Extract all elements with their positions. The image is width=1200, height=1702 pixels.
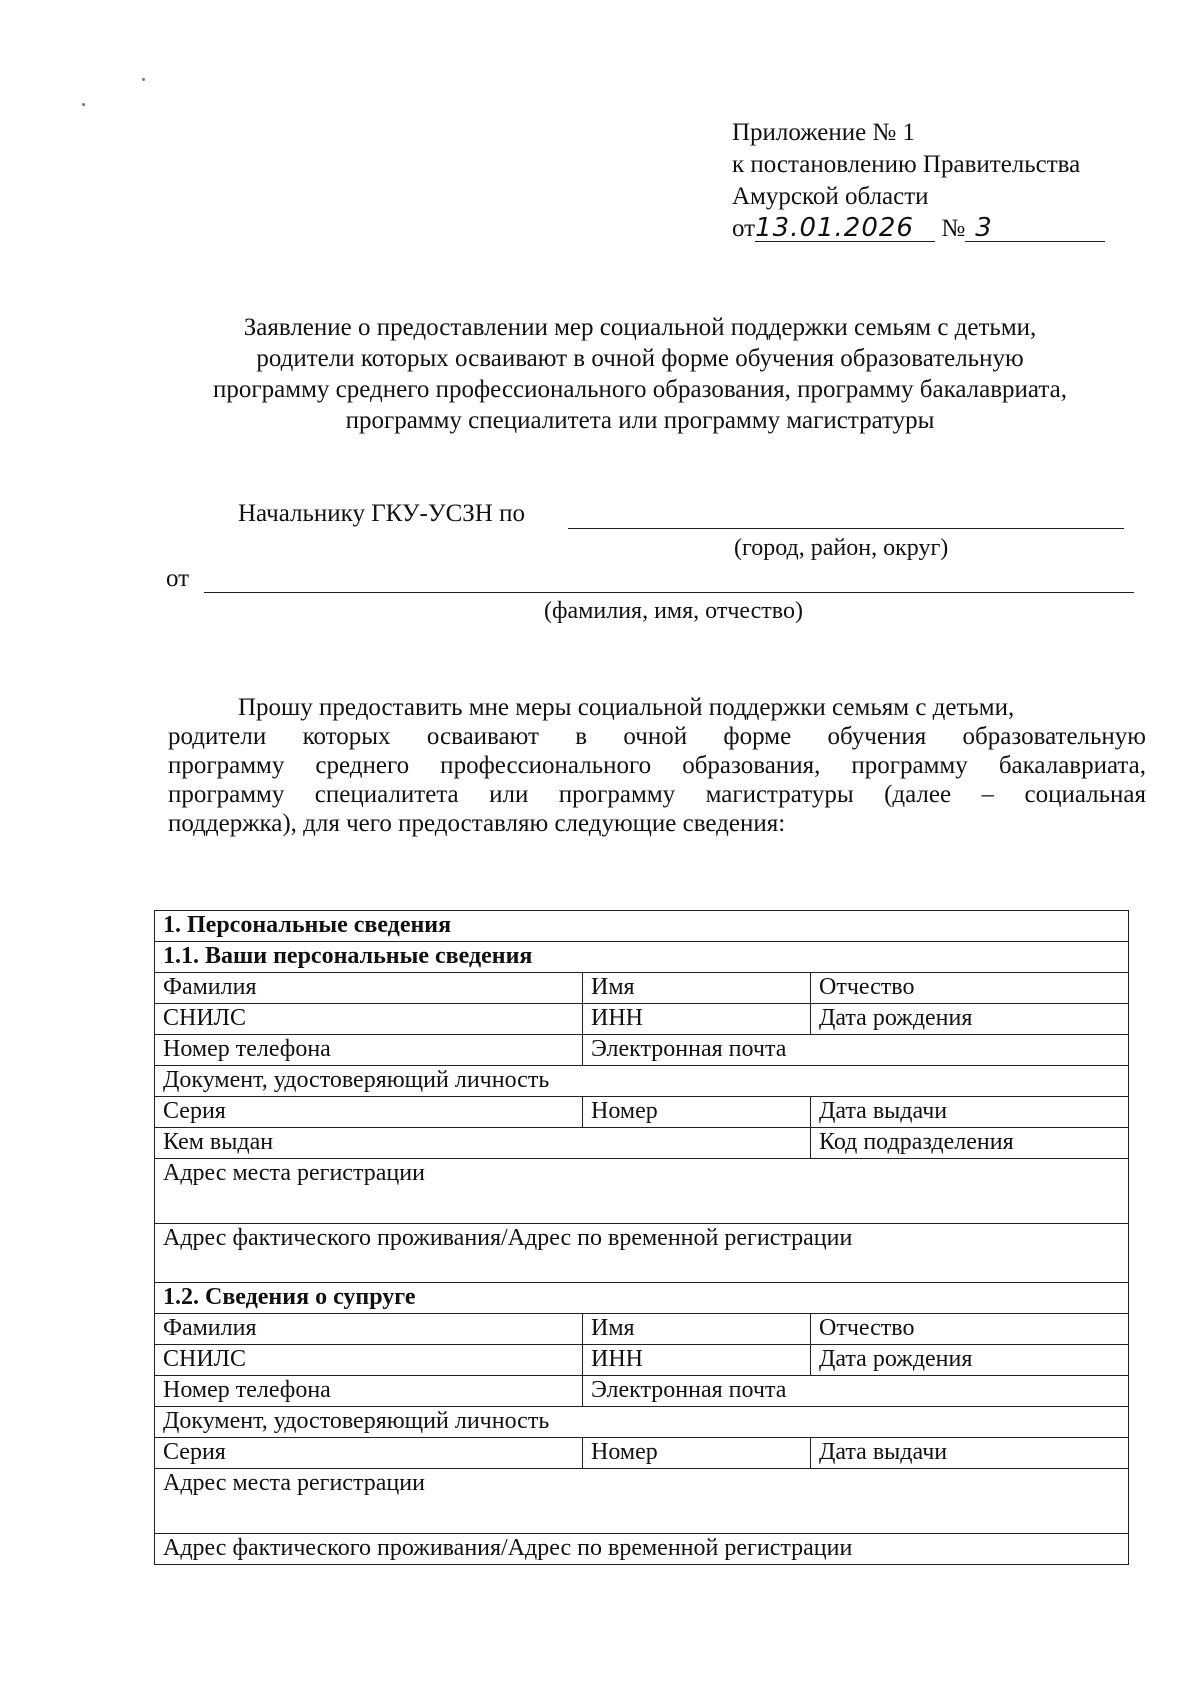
document-title [150, 312, 1130, 436]
table-row [155, 973, 1129, 1004]
section-1-1-heading: 1.1. Ваши персональные сведения [155, 942, 1129, 973]
spouse-email-field[interactable]: Электронная почта [583, 1376, 1129, 1407]
section-1-heading: 1. Персональные сведения [155, 911, 1129, 942]
scan-speck [142, 78, 145, 81]
appendix-line-3: Амурской области [732, 183, 929, 210]
table-row [155, 1004, 1129, 1035]
phone-field[interactable]: Номер телефона [155, 1035, 583, 1066]
series-field[interactable]: Серия [155, 1097, 583, 1128]
table-row [155, 1097, 1129, 1128]
registration-address-field[interactable]: Адрес места регистрации [155, 1159, 1129, 1224]
spouse-patronymic-field[interactable]: Отчество [811, 1314, 1129, 1345]
table-row [155, 1407, 1129, 1438]
spouse-registration-address-field[interactable]: Адрес места регистрации [155, 1469, 1129, 1534]
inn-field[interactable]: ИНН [583, 1004, 811, 1035]
name-field[interactable]: Имя [583, 973, 811, 1004]
spouse-actual-address-field[interactable]: Адрес фактического проживания/Адрес по временной регистрации [155, 1534, 1129, 1565]
spouse-number-field[interactable]: Номер [583, 1438, 811, 1469]
personal-info-table [154, 910, 1129, 1565]
title-line-1: Заявление о предоставлении мер социальной поддержки семьям с детьми, [243, 314, 1037, 341]
from-field[interactable] [204, 592, 1134, 593]
spouse-surname-field[interactable]: Фамилия [155, 1314, 583, 1345]
number-prefix: № [941, 215, 966, 242]
from-label: от [166, 565, 190, 592]
table-row [155, 1159, 1129, 1224]
table-row [155, 911, 1129, 942]
appendix-header [732, 117, 1105, 245]
appendix-line-2: к постановлению Правительства [732, 151, 1081, 178]
appendix-line-1: Приложение № 1 [732, 119, 916, 146]
request-line-4: программу специалитета или программу магистратуры (далее – социальная [168, 781, 1146, 808]
request-line-1: Прошу предоставить мне меры социальной поддержки семьям с детьми, [238, 694, 1015, 721]
request-line-3: программу среднего профессионального образования, программу бакалавриата, [168, 752, 1146, 779]
table-row [155, 1314, 1129, 1345]
table-row [155, 1128, 1129, 1159]
request-line-2: родители которых осваивают в очной форме обучения образовательную [168, 723, 1146, 750]
addressee-line [238, 500, 525, 528]
snils-field[interactable]: СНИЛС [155, 1004, 583, 1035]
table-row [155, 1534, 1129, 1565]
issue-date-field[interactable]: Дата выдачи [811, 1097, 1129, 1128]
table-row [155, 942, 1129, 973]
table-row [155, 1224, 1129, 1283]
division-code-field[interactable]: Код подразделения [811, 1128, 1129, 1159]
spouse-issue-date-field[interactable]: Дата выдачи [811, 1438, 1129, 1469]
from-hint: (фамилия, имя, отчество) [544, 598, 803, 624]
id-document-heading: Документ, удостоверяющий личность [155, 1066, 1129, 1097]
spouse-id-document-heading: Документ, удостоверяющий личность [155, 1407, 1129, 1438]
patronymic-field[interactable]: Отчество [811, 973, 1129, 1004]
table-row [155, 1035, 1129, 1066]
spouse-name-field[interactable]: Имя [583, 1314, 811, 1345]
number-field[interactable]: Номер [583, 1097, 811, 1128]
email-field[interactable]: Электронная почта [583, 1035, 1129, 1066]
table-row [155, 1438, 1129, 1469]
spouse-inn-field[interactable]: ИНН [583, 1345, 811, 1376]
title-line-4: программу специалитета или программу магистратуры [345, 407, 935, 434]
actual-address-field[interactable]: Адрес фактического проживания/Адрес по временной регистрации [155, 1224, 1129, 1283]
spouse-series-field[interactable]: Серия [155, 1438, 583, 1469]
table-row [155, 1469, 1129, 1534]
addressee-label: Начальнику ГКУ-УСЗН по [238, 500, 525, 527]
surname-field[interactable]: Фамилия [155, 973, 583, 1004]
appendix-date-line [732, 213, 1105, 245]
spouse-phone-field[interactable]: Номер телефона [155, 1376, 583, 1407]
spouse-snils-field[interactable]: СНИЛС [155, 1345, 583, 1376]
table-row [155, 1345, 1129, 1376]
issued-by-field[interactable]: Кем выдан [155, 1128, 811, 1159]
table-row [155, 1376, 1129, 1407]
birth-date-field[interactable]: Дата рождения [811, 1004, 1129, 1035]
date-value: 13.01.2026 [755, 215, 935, 242]
title-line-2: родители которых осваивают в очной форме обучения образовательную [256, 345, 1024, 372]
table-row [155, 1283, 1129, 1314]
date-prefix: от [732, 215, 756, 242]
request-line-5: поддержка), для чего предоставляю следующие сведения: [168, 810, 786, 837]
addressee-hint: (город, район, округ) [734, 535, 949, 561]
section-1-2-heading: 1.2. Сведения о супруге [155, 1283, 1129, 1314]
title-line-3: программу среднего профессионального образования, программу бакалавриата, [213, 376, 1067, 403]
scan-speck [82, 103, 85, 106]
request-paragraph [168, 693, 1146, 838]
spouse-birth-date-field[interactable]: Дата рождения [811, 1345, 1129, 1376]
table-row [155, 1066, 1129, 1097]
number-value: 3 [965, 215, 1105, 242]
addressee-field[interactable] [568, 528, 1124, 529]
